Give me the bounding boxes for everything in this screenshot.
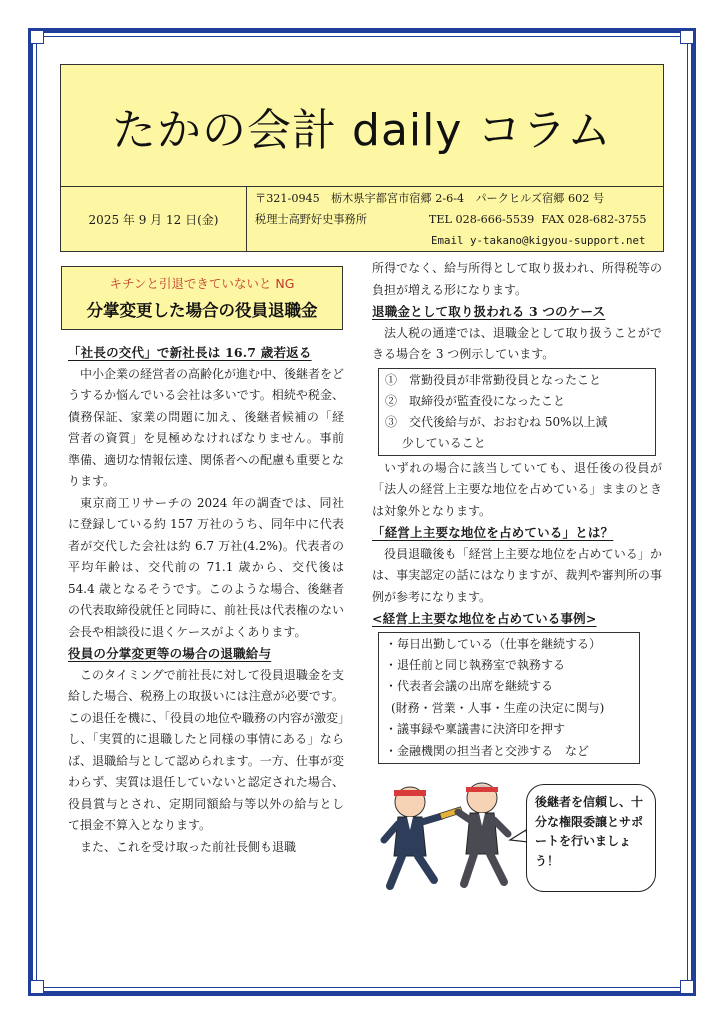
paragraph: また、これを受け取った前社長側も退職 — [80, 839, 297, 854]
paragraph: このタイミングで前社長に対して役員退職金を支給した場合、税務上の取扱いには注意が必要です。この退任を機に、「役員の地位や職務の内容が激変」し、「実質的に退職したと同様の事情にある」ならば、退職給与として認められます。一方、仕事が変わらず、実質は退任していないと認定された場合、役員賞与とされ、定期同額給与等以外の給与として損金不算入となります。 — [68, 667, 345, 832]
section-heading: 「社長の交代」で新社長は 16.7 歳若返る — [68, 345, 312, 360]
cases-box — [378, 368, 656, 456]
page-title: たかの会計 daily コラム — [112, 104, 612, 156]
example-item-detail: (財務・営業・人事・生産の決定に関与) — [391, 700, 605, 715]
paragraph: 役員退職後も「経営上主要な地位を占めている」かは、事実認定の話にはなりますが、裁判や審判所の事例が参考になります。 — [372, 546, 662, 604]
office-name: 税理士高野好史事務所 — [255, 213, 367, 226]
examples-box — [378, 632, 640, 764]
successor-figure — [384, 787, 442, 886]
case-item: ① 常勤役員が非常勤役員となったこと — [385, 372, 602, 387]
contact-block — [247, 187, 663, 251]
article-banner — [61, 266, 343, 330]
article-kicker: キチンと引退できていないと NG — [109, 276, 295, 291]
right-column — [372, 258, 662, 764]
example-item: ・毎日出勤している（仕事を継続する） — [385, 636, 602, 651]
frame-corner — [680, 30, 694, 44]
paragraph: いずれの場合に該当していても、退任後の役員が「法人の経営上主要な地位を占めている」ままのときは対象外となります。 — [372, 460, 662, 518]
example-item: ・代表者会議の出席を継続する — [385, 679, 554, 694]
section-heading: 役員の分掌変更等の場合の退職給与 — [68, 646, 272, 661]
article-headline: 分掌変更した場合の役員退職金 — [86, 301, 318, 320]
paragraph: 東京商工リサーチの 2024 年の調査では、同社に登録している約 157 万社のうち、同年中に代表者が交代した会社は約 6.7 万社(4.2%)。代表者の平均年齢は、交代前の 71.1 歳から、交代後は 54.4 歳となるそうです。このような場合、後継者の代表取締役就任と同時に、前社長は代表権のない会長や相談役に退くケースがよくあります。 — [68, 495, 345, 639]
paragraph: 中小企業の経営者の高齢化が進む中、後継者をどうするか悩んでいる会社は多いです。相続や税金、債務保証、家業の問題に加え、後継者候補の「経営者の資質」を見極めなければなりません。事前準備、適切な情報伝達、関係者への配慮も重要となります。 — [68, 366, 345, 488]
frame-corner — [680, 980, 694, 994]
office-line — [255, 209, 663, 230]
frame-corner — [30, 980, 44, 994]
office-fax: FAX 028-682-3755 — [541, 213, 647, 226]
paragraph: 法人税の通達では、退職金として取り扱うことができる場合を 3 つ例示しています。 — [372, 325, 662, 361]
issue-date: 2025 年 9 月 12 日(金) — [61, 187, 247, 251]
title-box — [61, 65, 663, 187]
case-item-continued: 少していること — [401, 435, 486, 450]
section-heading: <経営上主要な地位を占めている事例> — [372, 611, 597, 626]
section-heading: 退職金として取り扱われる 3 つのケース — [372, 304, 606, 319]
office-tel: TEL 028-666-5539 — [428, 213, 535, 226]
frame-corner — [30, 30, 44, 44]
section-heading: 「経営上主要な地位を占めている」とは？ — [372, 525, 614, 540]
office-address: 〒321-0945 栃木県宇都宮市宿郷 2-6-4 パークヒルズ宿郷 602 号 — [255, 192, 605, 205]
predecessor-figure — [458, 783, 508, 884]
case-item: ③ 交代後給与が、おおむね 50%以上減 — [385, 414, 608, 429]
case-item: ② 取締役が監査役になったこと — [385, 393, 566, 408]
paragraph: 所得でなく、給与所得として取り扱われ、所得税等の負担が増える形になります。 — [372, 261, 662, 297]
speech-bubble: 後継者を信頼し、十分な権限委譲とサポートを行いましょう！ — [526, 784, 656, 892]
example-item: ・退任前と同じ執務室で執務する — [385, 657, 566, 672]
example-item: ・金融機関の担当者と交渉する など — [385, 743, 590, 758]
left-column — [68, 342, 344, 858]
office-email: Email y-takano@kigyou-support.net — [431, 234, 646, 247]
example-item: ・議事録や稟議書に決済印を押す — [385, 722, 566, 737]
masthead — [60, 64, 664, 252]
